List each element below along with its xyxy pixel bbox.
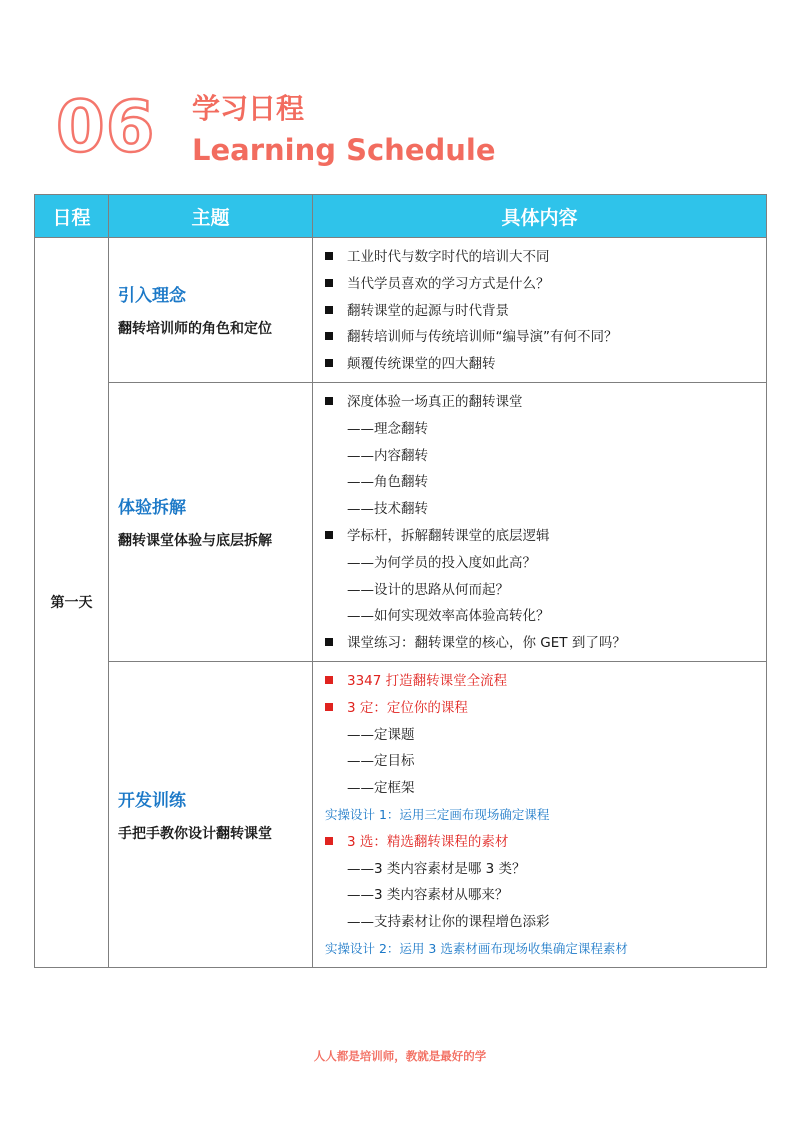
sub-item (325, 443, 766, 470)
square-bullet-icon (325, 359, 333, 367)
sub-item (325, 550, 766, 577)
topic-subtitle: 翻转课堂体验与底层拆解 (118, 533, 272, 550)
item-text: 学标杆，拆解翻转课堂的底层逻辑 (347, 527, 550, 544)
sub-item (325, 909, 766, 936)
page-title-en: Learning Schedule (192, 133, 496, 167)
square-bullet-icon (325, 638, 333, 646)
item-text: 3347 打造翻转课堂全流程 (347, 672, 508, 689)
bullet-item (325, 389, 766, 416)
bullet-item (325, 695, 766, 722)
item-text: 翻转课堂的起源与时代背景 (347, 302, 509, 319)
sub-item (325, 856, 766, 883)
square-bullet-icon (325, 279, 333, 287)
square-bullet-icon (325, 676, 333, 684)
topic-title: 开发训练 (118, 790, 186, 811)
item-text: 3 定：定位你的课程 (347, 699, 468, 716)
page-title-cn: 学习日程 (192, 92, 305, 125)
item-text: ——支持素材让你的课程增色添彩 (347, 914, 550, 931)
bullet-item (325, 324, 766, 351)
day-cell: 第一天 (35, 238, 109, 968)
item-text: 课堂练习：翻转课堂的核心，你 GET 到了吗？ (347, 635, 626, 652)
item-text: 颠覆传统课堂的四大翻转 (347, 356, 496, 373)
topic-title: 引入理念 (118, 286, 186, 307)
item-text: ——技术翻转 (347, 501, 428, 518)
table-row (35, 382, 767, 661)
topic-subtitle: 翻转培训师的角色和定位 (118, 321, 272, 338)
sub-item (325, 748, 766, 775)
bullet-item (325, 523, 766, 550)
item-text: ——定课题 (347, 726, 415, 743)
sub-item (325, 722, 766, 749)
column-header-day: 日程 (35, 195, 109, 238)
practice-note (325, 936, 766, 963)
square-bullet-icon (325, 531, 333, 539)
bullet-item (325, 351, 766, 378)
practice-note (325, 802, 766, 829)
topic-title: 体验拆解 (118, 498, 186, 519)
table-row (35, 238, 767, 383)
bullet-item (325, 271, 766, 298)
sub-item (325, 775, 766, 802)
bullet-item (325, 668, 766, 695)
section-number: 06 (56, 86, 156, 168)
sub-item (325, 882, 766, 909)
column-header-content: 具体内容 (313, 195, 767, 238)
item-text: ——定框架 (347, 780, 415, 797)
item-text: 实操设计 2：运用 3 选素材画布现场收集确定课程素材 (325, 940, 628, 956)
bullet-item (325, 244, 766, 271)
item-text: ——角色翻转 (347, 474, 428, 491)
square-bullet-icon (325, 252, 333, 260)
bullet-item (325, 829, 766, 856)
item-text: 翻转培训师与传统培训师“编导演”有何不同？ (347, 329, 618, 346)
square-bullet-icon (325, 703, 333, 711)
item-text: 当代学员喜欢的学习方式是什么？ (347, 275, 550, 292)
item-text: ——为何学员的投入度如此高？ (347, 554, 536, 571)
item-text: ——3 类内容素材从哪来？ (347, 887, 509, 904)
item-text: ——如何实现效率高体验高转化？ (347, 608, 550, 625)
column-header-topic: 主题 (109, 195, 313, 238)
topic-subtitle: 手把手教你设计翻转课堂 (118, 825, 272, 842)
item-text: 深度体验一场真正的翻转课堂 (347, 393, 523, 410)
topic-cell (109, 238, 313, 383)
bullet-item (325, 630, 766, 657)
content-cell (313, 382, 767, 661)
item-text: ——内容翻转 (347, 447, 428, 464)
table-header-row (35, 195, 767, 238)
item-text: ——定目标 (347, 753, 415, 770)
topic-cell (109, 382, 313, 661)
square-bullet-icon (325, 837, 333, 845)
square-bullet-icon (325, 397, 333, 405)
square-bullet-icon (325, 306, 333, 314)
sub-item (325, 469, 766, 496)
table-row (35, 661, 767, 967)
content-cell (313, 661, 767, 967)
content-cell (313, 238, 767, 383)
bullet-item (325, 298, 766, 325)
item-text: 3 选：精选翻转课程的素材 (347, 833, 509, 850)
sub-item (325, 577, 766, 604)
item-text: ——设计的思路从何而起？ (347, 581, 509, 598)
item-text: 实操设计 1：运用三定画布现场确定课程 (325, 806, 550, 822)
sub-item (325, 496, 766, 523)
sub-item (325, 603, 766, 630)
square-bullet-icon (325, 332, 333, 340)
item-text: 工业时代与数字时代的培训大不同 (347, 249, 550, 265)
sub-item (325, 416, 766, 443)
footer-slogan: 人人都是培训师，教就是最好的学 (313, 1049, 487, 1063)
item-text: ——理念翻转 (347, 420, 428, 437)
topic-cell (109, 661, 313, 967)
schedule-table (34, 194, 767, 968)
item-text: ——3 类内容素材是哪 3 类？ (347, 860, 526, 877)
